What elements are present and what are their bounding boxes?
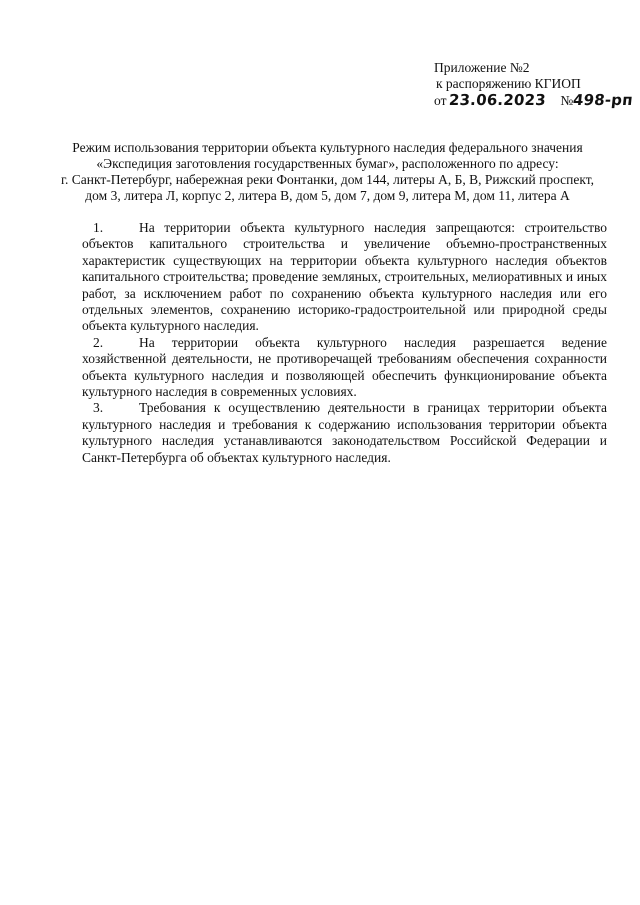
document-title xyxy=(60,140,595,204)
appendix-date-line xyxy=(434,92,633,109)
date-prefix: от xyxy=(434,93,447,108)
paragraph-3 xyxy=(82,400,607,466)
number-prefix: № xyxy=(560,93,574,108)
title-line-4: дом 3, литера Л, корпус 2, литера В, дом 5, дом 7, дом 9, литера М, дом 11, литера А xyxy=(85,188,570,203)
paragraph-number: 1. xyxy=(93,220,104,235)
paragraph-text: На территории объекта культурного наследия запрещаются: строительство объектов капитального строительства и увеличение объемно-пространственных характеристик существующих на территории объекта культурного наследия объектов капитального строительства; проведение земляных, строительных, мелиоративных и иных работ, за исключением работ по сохранению объекта культурного наследия или его отдельных элементов, сохранению историко-градостроительной или природной среды объекта культурного наследия. xyxy=(82,220,607,334)
paragraph-text: Требования к осуществлению деятельности в границах территории объекта культурного наследия и требования к содержанию использования территории объекта культурного наследия устанавливаются законодательством Российской Федерации и Санкт-Петербурга об объектах культурного наследия. xyxy=(82,400,607,465)
paragraph-number: 2. xyxy=(93,334,104,350)
appendix-reference: к распоряжению КГИОП xyxy=(436,76,581,91)
handwritten-number: 498-рп xyxy=(572,91,635,109)
paragraph-number: 3. xyxy=(93,400,104,416)
title-line-2: «Экспедиция заготовления государственных бумаг», расположенного по адресу: xyxy=(96,156,559,171)
paragraph-2 xyxy=(82,335,607,401)
appendix-title: Приложение №2 xyxy=(434,60,530,75)
title-line-3: г. Санкт-Петербург, набережная реки Фонтанки, дом 144, литеры А, Б, В, Рижский проспект, xyxy=(60,172,595,187)
appendix-header xyxy=(434,60,633,109)
title-line-1: Режим использования территории объекта культурного наследия федерального значения xyxy=(72,140,583,155)
handwritten-date: 23.06.2023 xyxy=(448,91,548,109)
document-body xyxy=(82,220,607,466)
paragraph-text: На территории объекта культурного наследия разрешается ведение хозяйственной деятельности, не противоречащей требованиям обеспечения сохранности объекта культурного наследия и позволяющей обеспечить функционирование объекта культурного наследия в современных условиях. xyxy=(82,334,607,400)
paragraph-1 xyxy=(82,220,607,335)
